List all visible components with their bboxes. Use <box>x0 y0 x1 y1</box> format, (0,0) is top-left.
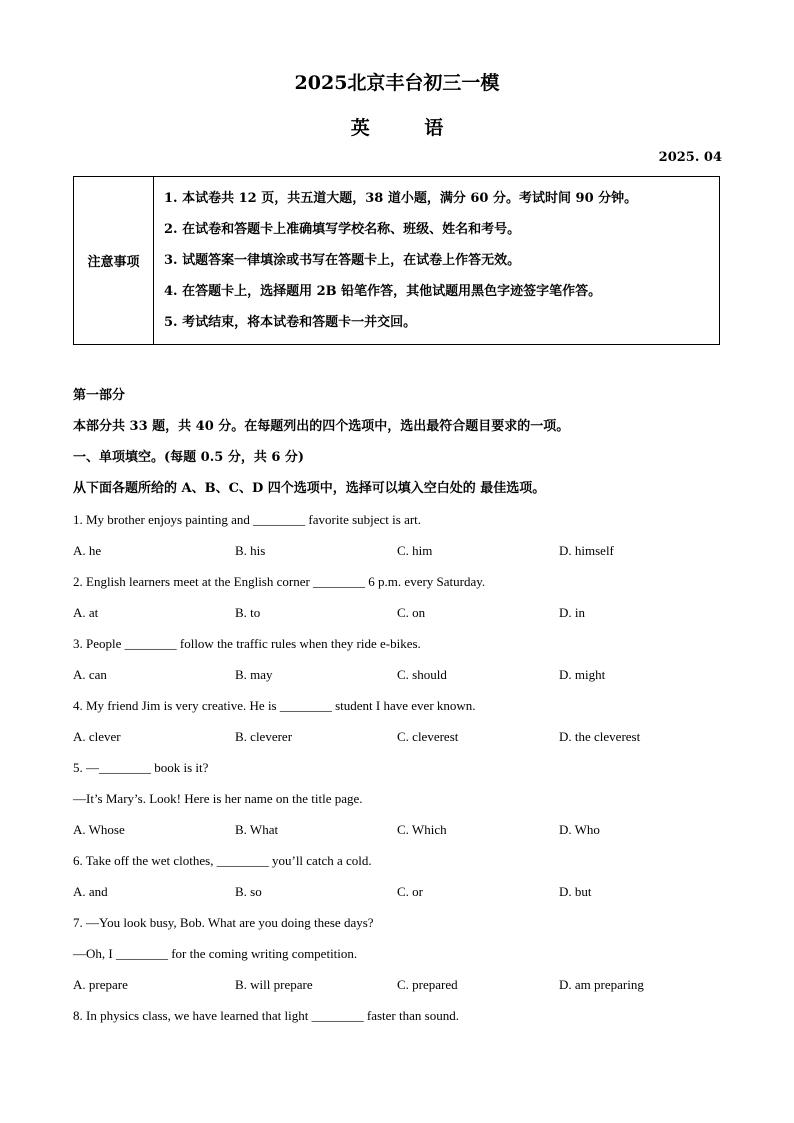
question-list <box>73 504 733 1031</box>
question-options <box>73 597 733 628</box>
exam-subject: 英 语 <box>350 117 468 139</box>
part-title: 第一部分 <box>73 388 126 403</box>
option-d[interactable]: D. am preparing <box>559 977 644 992</box>
option-c[interactable]: C. or <box>397 884 423 899</box>
exam-title: 2025北京丰台初三一模 <box>294 72 500 94</box>
question-options <box>73 535 733 566</box>
option-b[interactable]: B. will prepare <box>235 977 313 992</box>
option-c[interactable]: C. prepared <box>397 977 458 992</box>
notice-items <box>154 177 720 345</box>
option-d[interactable]: D. Who <box>559 822 600 837</box>
question-options <box>73 659 733 690</box>
section-instruction: 从下面各题所给的 A、B、C、D 四个选项中，选择可以填入空白处的 最佳选项。 <box>73 481 546 496</box>
question-options <box>73 969 733 1000</box>
option-d[interactable]: D. but <box>559 884 592 899</box>
question-stem: 1. My brother enjoys painting and ________ favorite subject is art. <box>73 512 422 527</box>
option-a[interactable]: A. at <box>73 605 99 620</box>
option-b[interactable]: B. cleverer <box>235 729 293 744</box>
notice-item: 5. 考试结束，将本试卷和答题卡一并交回。 <box>164 315 417 330</box>
notice-item: 3. 试题答案一律填涂或书写在答题卡上，在试卷上作答无效。 <box>164 253 521 268</box>
question-options <box>73 876 733 907</box>
option-a[interactable]: A. and <box>73 884 108 899</box>
question-stem: 2. English learners meet at the English corner ________ 6 p.m. every Saturday. <box>73 574 486 589</box>
option-c[interactable]: C. him <box>397 543 433 558</box>
notice-item: 4. 在答题卡上，选择题用 2B 铅笔作答，其他试题用黑色字迹签字笔作答。 <box>164 284 602 299</box>
section-title: 一、单项填空。(每题 0.5 分，共 6 分) <box>73 450 305 465</box>
option-b[interactable]: B. his <box>235 543 266 558</box>
option-a[interactable]: A. he <box>73 543 102 558</box>
question-stem: 6. Take off the wet clothes, ________ you’ll catch a cold. <box>73 853 372 868</box>
option-c[interactable]: C. cleverest <box>397 729 459 744</box>
option-b[interactable]: B. to <box>235 605 261 620</box>
option-d[interactable]: D. in <box>559 605 585 620</box>
option-b[interactable]: B. so <box>235 884 262 899</box>
option-c[interactable]: C. on <box>397 605 426 620</box>
option-a[interactable]: A. clever <box>73 729 121 744</box>
question-stem: 4. My friend Jim is very creative. He is ________ student I have ever known. <box>73 698 476 713</box>
notice-item: 1. 本试卷共 12 页，共五道大题，38 道小题，满分 60 分。考试时间 90 分钟。 <box>164 191 638 206</box>
option-d[interactable]: D. himself <box>559 543 614 558</box>
option-a[interactable]: A. Whose <box>73 822 125 837</box>
notice-table <box>73 176 720 345</box>
option-d[interactable]: D. might <box>559 667 606 682</box>
notice-item: 2. 在试卷和答题卡上准确填写学校名称、班级、姓名和考号。 <box>164 222 521 237</box>
part-intro: 本部分共 33 题，共 40 分。在每题列出的四个选项中，选出最符合题目要求的一项。 <box>73 419 570 434</box>
option-c[interactable]: C. Which <box>397 822 447 837</box>
notice-label: 注意事项 <box>74 177 154 345</box>
question-stem: 3. People ________ follow the traffic rules when they ride e-bikes. <box>73 636 421 651</box>
part-one <box>73 380 733 1031</box>
question-stem: 5. —________ book is it? <box>73 760 209 775</box>
option-b[interactable]: B. may <box>235 667 273 682</box>
question-options <box>73 814 733 845</box>
question-stem: 8. In physics class, we have learned that light ________ faster than sound. <box>73 1008 459 1023</box>
question-options <box>73 721 733 752</box>
option-b[interactable]: B. What <box>235 822 279 837</box>
question-dialogue-line: —It’s Mary’s. Look! Here is her name on the title page. <box>73 791 363 806</box>
exam-date: 2025. 04 <box>658 150 722 165</box>
question-dialogue-line: —Oh, I ________ for the coming writing competition. <box>73 946 358 961</box>
option-c[interactable]: C. should <box>397 667 447 682</box>
option-d[interactable]: D. the cleverest <box>559 729 641 744</box>
option-a[interactable]: A. prepare <box>73 977 128 992</box>
option-a[interactable]: A. can <box>73 667 107 682</box>
question-stem: 7. —You look busy, Bob. What are you doing these days? <box>73 915 374 930</box>
